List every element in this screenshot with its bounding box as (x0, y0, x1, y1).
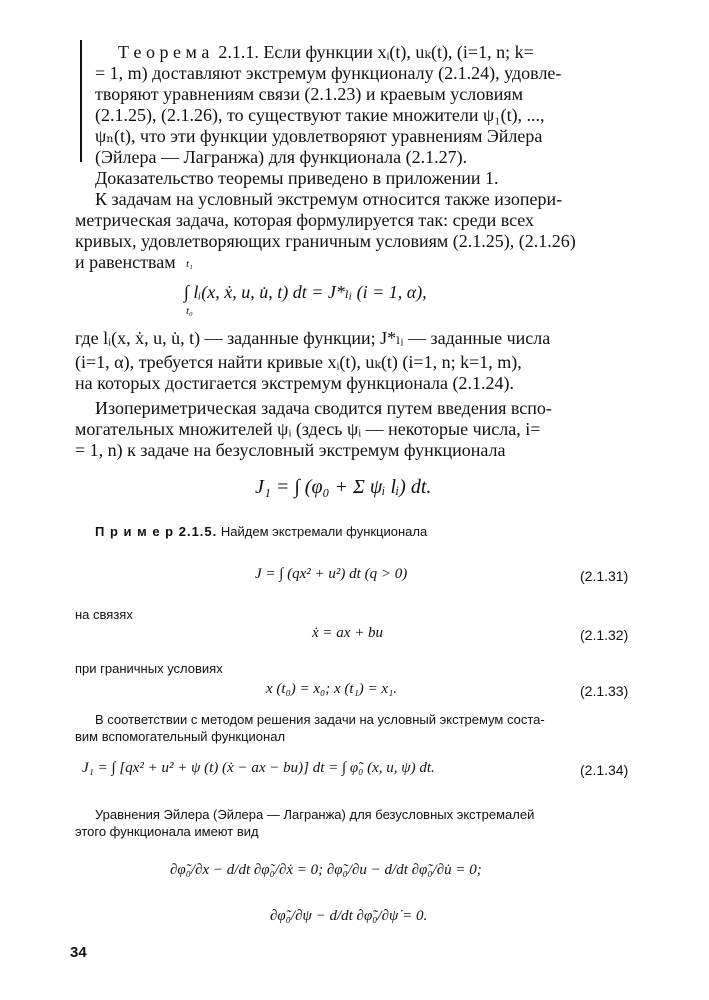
euler-equations-1: ∂φ̃₀/∂x − d/dt ∂φ̃₀/∂ẋ = 0; ∂φ̃₀/∂u − d/dt ∂φ̃₀/∂u̇ = 0; (170, 862, 482, 878)
reduce-line-1: Изопериметрическая задача сводится путем введения вспо- (95, 398, 552, 418)
iso-constraint-formula: ∫ lᵢ(x, ẋ, u, u̇, t) dt = J*ₗᵢ (i = 1, α), (184, 282, 427, 302)
eq-number-33: (2.1.33) (580, 683, 629, 699)
iso-line-2: метрическая задача, которая формулируется так: среди всех (75, 210, 535, 230)
boundary-formula: x (t₀) = x₀; x (t₁) = x₁. (266, 681, 398, 697)
example-functional: J = ∫ (qx² + u²) dt (q > 0) (255, 566, 408, 582)
method-line-1: В соответствии с методом решения задачи на условный экстремум соста- (95, 712, 545, 727)
where-line-2: (i=1, α), требуется найти кривые xᵢ(t), uₖ(t) (i=1, n; k=1, m), (75, 352, 522, 372)
theorem-line-1: Т е о р е м а 2.1.1. Если функции xᵢ(t), uₖ(t), (i=1, n; k= (118, 42, 534, 62)
j1-formula: J₁ = ∫ (φ₀ + Σ ψᵢ lᵢ) dt. (255, 476, 432, 498)
theorem-line-4: (2.1.25), (2.1.26), то существуют такие множители ψ₁(t), ..., (95, 105, 545, 125)
theorem-line-3: творяют уравнениям связи (2.1.23) и краевым условиям (95, 84, 524, 104)
eq-number-31: (2.1.31) (580, 568, 629, 584)
theorem-line-5: ψₙ(t), что эти функции удовлетворяют уравнениям Эйлера (95, 126, 543, 146)
theorem-margin-rule (80, 40, 82, 162)
iso-line-1: К задачам на условный экстремум относится также изопери- (95, 189, 563, 209)
proof-line: Доказательство теоремы приведено в приложении 1. (95, 168, 499, 188)
iso-line-4: и равенствам (75, 252, 176, 272)
eq-number-34: (2.1.34) (580, 762, 629, 778)
iso-lower-limit: t₀ (186, 305, 193, 317)
eq-number-32: (2.1.32) (580, 627, 629, 643)
euler-line-2: этого функционала имеют вид (75, 824, 259, 839)
reduce-line-2: могательных множителей ψᵢ (здесь ψᵢ — некоторые числа, i= (75, 419, 541, 439)
theorem-line-6: (Эйлера — Лагранжа) для функционала (2.1.27). (95, 147, 468, 167)
theorem-line-2: = 1, m) доставляют экстремум функционалу (2.1.24), удовле- (95, 63, 562, 83)
iso-line-3: кривых, удовлетворяющих граничным условиям (2.1.25), (2.1.26) (75, 231, 576, 251)
example-heading-text: Найдем экстремали функционала (220, 524, 428, 539)
on-links-text: на связях (75, 607, 133, 622)
euler-equations-2: ∂φ̃₀/∂ψ − d/dt ∂φ̃₀/∂ψ̇ = 0. (270, 908, 428, 924)
method-line-2: вим вспомогательный функционал (75, 729, 286, 744)
constraint-formula: ẋ = ax + bu (312, 625, 384, 641)
where-line-3: на которых достигается экстремум функционала (2.1.24). (75, 373, 514, 393)
iso-upper-limit: t₁ (186, 258, 193, 270)
euler-line-1: Уравнения Эйлера (Эйлера — Лагранжа) для безусловных экстремалей (95, 807, 535, 822)
page-number: 34 (70, 944, 87, 961)
where-line-1: где lᵢ(x, ẋ, u, u̇, t) — заданные функции; J*ₗᵢ — заданные числа (75, 328, 551, 348)
aux-functional-formula: J₁ = ∫ [qx² + u² + ψ (t) (ẋ − ax − bu)] dt = ∫ φ̃₀ (x, u, ψ) dt. (82, 760, 435, 776)
reduce-line-3: = 1, n) к задаче на безусловный экстремум функционала (75, 440, 506, 460)
example-heading (95, 523, 427, 540)
boundary-intro: при граничных условиях (75, 661, 223, 676)
example-heading-label: П р и м е р 2.1.5. (95, 524, 218, 539)
